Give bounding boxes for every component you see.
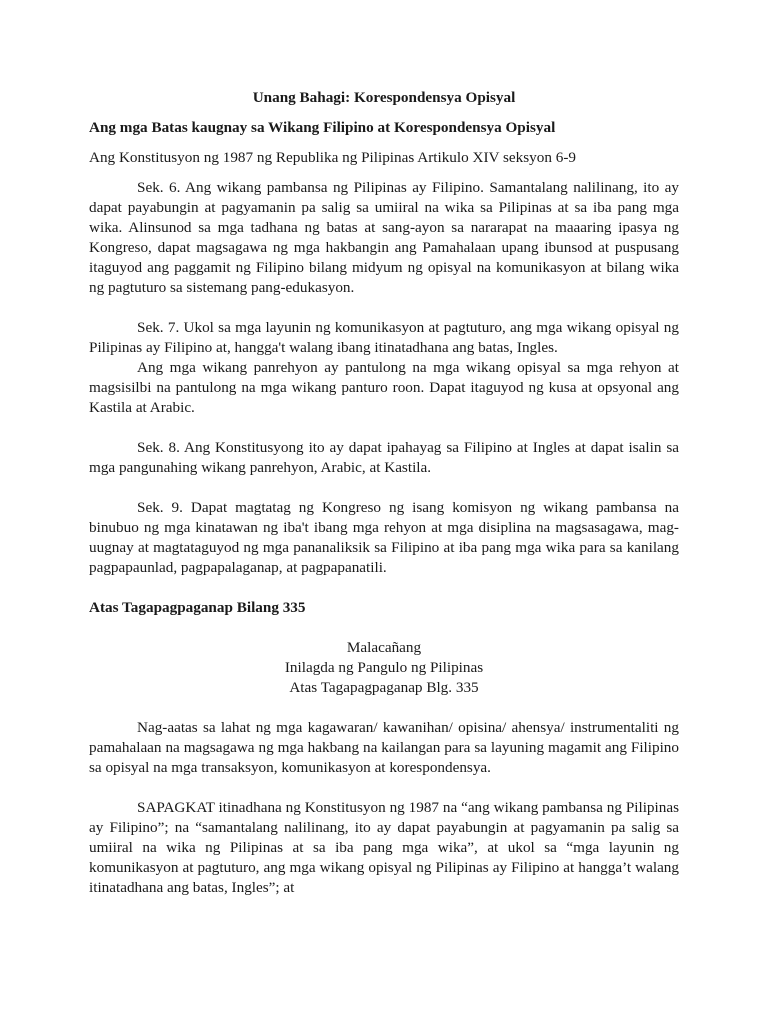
constitution-reference: Ang Konstitusyon ng 1987 ng Republika ng Pilipinas Artikulo XIV seksyon 6-9 <box>89 149 576 166</box>
section-7-regional-paragraph: Ang mga wikang panrehyon ay pantulong na mga wikang opisyal sa mga rehyon at magsisilbi na pantulong na mga wikang panturo roon. Dapat itaguyod ng kusa at opsyonal ang Kastila at Arabic. <box>89 359 679 416</box>
part-title: Unang Bahagi: Korespondensya Opisyal <box>252 89 516 106</box>
section-6-paragraph: Sek. 6. Ang wikang pambansa ng Pilipinas ay Filipino. Samantalang nalilinang, ito ay dapat payabungin at pagyamanin pa salig sa umiiral na wika sa Pilipinas at sa iba pang mga wika. Alinsunod sa mga tadhana ng batas at sang-ayon sa nararapat na maaaring ipasya ng Kongreso, dapat magsagawa ng mga hakbangin ang Pamahalaan upang ibunsod at puspusang itaguyod ang paggamit ng Filipino bilang midyum ng opisyal na komunikasyon at bilang wika ng pagtuturo sa sistemang pang-edukasyon. <box>89 179 679 296</box>
section-title: Ang mga Batas kaugnay sa Wikang Filipino at Korespondensya Opisyal <box>89 119 556 136</box>
section-9-paragraph: Sek. 9. Dapat magtatag ng Kongreso ng isang komisyon ng wikang pambansa na binubuo ng mga kinatawan ng iba't ibang mga rehyon at mga disiplina na magsasagawa, mag-uugnay at magtataguyod ng mga pananaliksik sa Filipino at iba pang mga wika para sa kanilang pagpapaunlad, pagpapalaganap, at pagpapanatili. <box>89 499 679 576</box>
malacanang-line: Malacañang <box>346 639 422 656</box>
section-7-paragraph: Sek. 7. Ukol sa mga layunin ng komunikasyon at pagtuturo, ang mga wikang opisyal ng Pilipinas ay Filipino at, hangga't walang ibang itinatadhana ang batas, Ingles. <box>89 319 679 356</box>
document-page <box>89 88 679 898</box>
executive-order-number-line: Atas Tagapagpaganap Blg. 335 <box>289 679 479 696</box>
executive-order-heading: Atas Tagapagpaganap Bilang 335 <box>89 599 306 616</box>
whereas-paragraph: SAPAGKAT itinadhana ng Konstitusyon ng 1987 na “ang wikang pambansa ng Pilipinas ay Filipino”; na “samantalang nalilinang, ito ay dapat payabungin at pagyamanin pa salig sa umiiral na wika ng Pilipinas at sa iba pang mga wika”, at ukol sa “mga layunin ng komunikasyon at pagtuturo, ang mga wikang opisyal ng Pilipinas ay Filipino at hangga’t walang itinatadhana ang batas, Ingles”; at <box>89 799 679 896</box>
section-8-paragraph: Sek. 8. Ang Konstitusyong ito ay dapat ipahayag sa Filipino at Ingles at dapat isalin sa mga pangunahing wikang panrehyon, Arabic, at Kastila. <box>89 439 679 476</box>
signed-by-line: Inilagda ng Pangulo ng Pilipinas <box>284 659 484 676</box>
directive-paragraph: Nag-aatas sa lahat ng mga kagawaran/ kawanihan/ opisina/ ahensya/ instrumentaliti ng pamahalaan na magsagawa ng mga hakbang na kailangan para sa layuning magamit ang Filipino sa opisyal na mga transaksyon, komunikasyon at korespondensya. <box>89 719 679 776</box>
